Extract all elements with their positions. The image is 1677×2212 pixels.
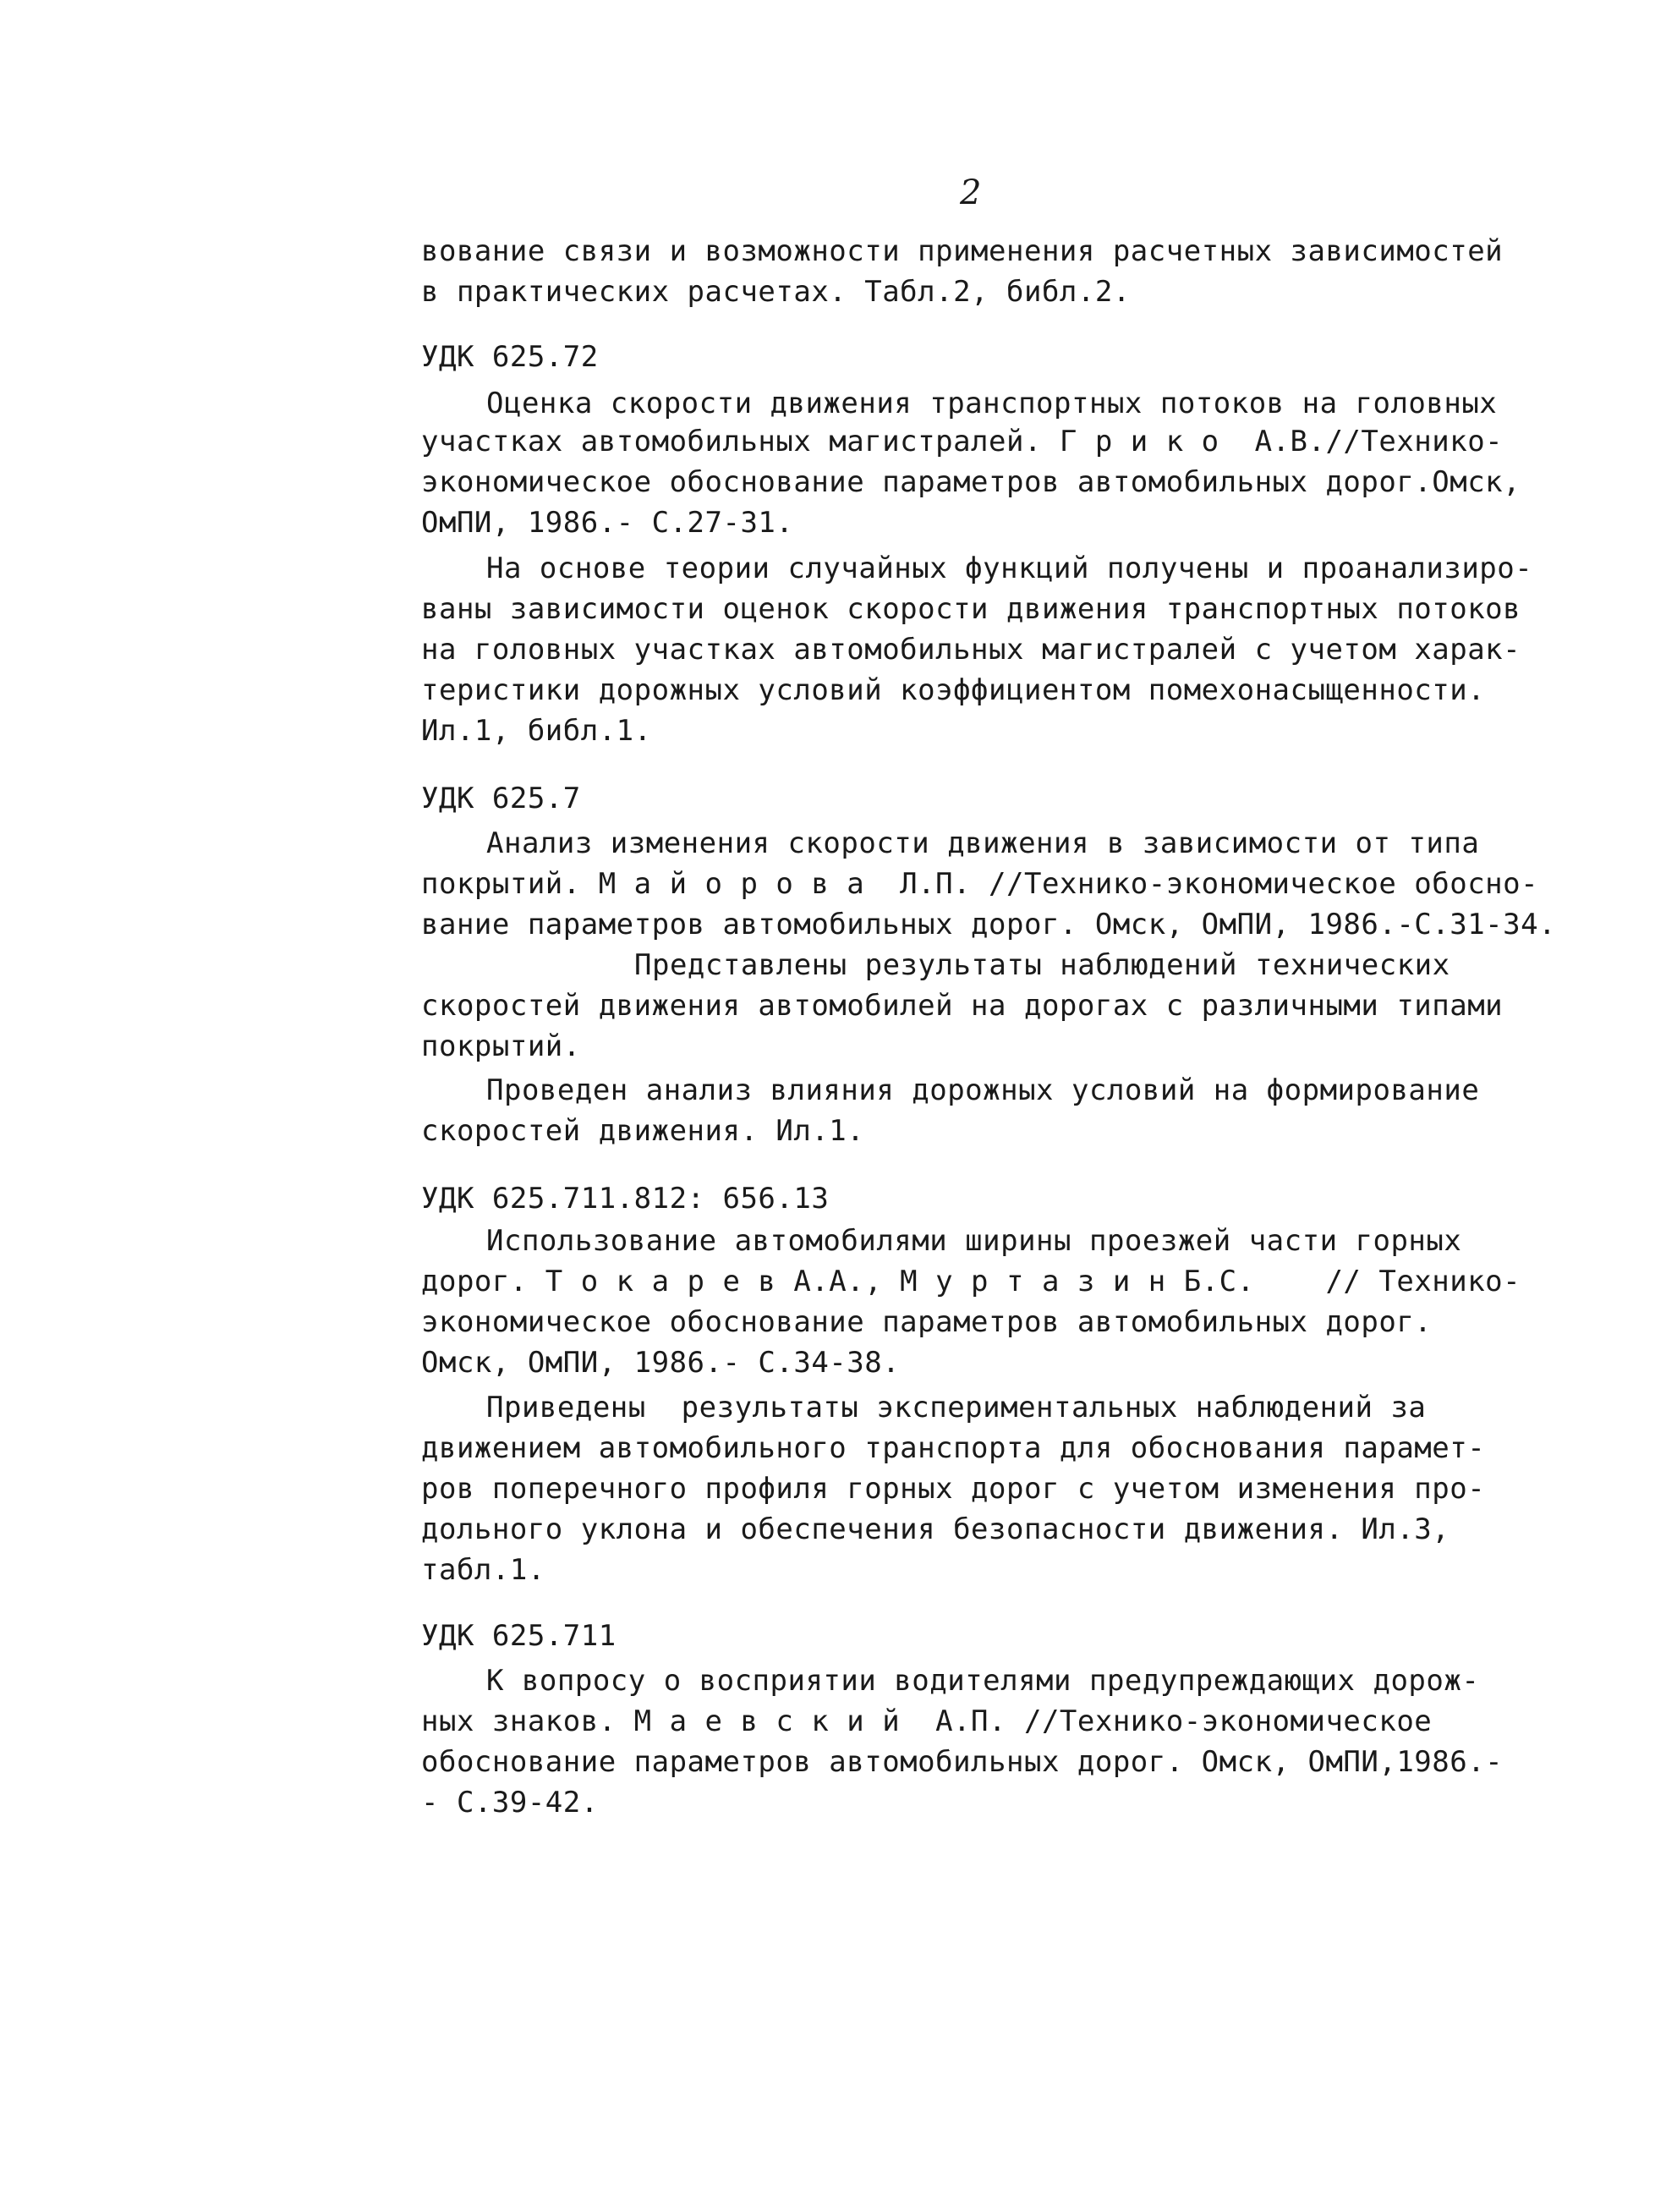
text-line: К вопросу о восприятии водителями предупреждающих дорож- <box>486 1664 1480 1698</box>
text-line: вование связи и возможности применения расчетных зависимостей <box>421 234 1504 268</box>
text-line: - С.39-42. <box>421 1786 599 1820</box>
text-line: Ил.1, библ.1. <box>421 714 652 748</box>
udk-heading: УДК 625.711.812: 656.13 <box>421 1182 830 1216</box>
udk-heading: УДК 625.72 <box>421 340 599 374</box>
text-line: дольного уклона и обеспечения безопасности движения. Ил.3, <box>421 1512 1450 1546</box>
text-line: вание параметров автомобильных дорог. Омск, ОмПИ, 1986.-С.31-34. <box>421 908 1557 941</box>
text-line: ОмПИ, 1986.- С.27-31. <box>421 506 794 540</box>
text-line: дорог. Т о к а р е в А.А., М у р т а з и н Б.С. // Технико- <box>421 1265 1521 1298</box>
text-line: покрытий. М а й о р о в а Л.П. //Технико-экономическое обосно- <box>421 867 1539 901</box>
text-line: в практических расчетах. Табл.2, библ.2. <box>421 275 1131 309</box>
text-line: теристики дорожных условий коэффициентом помехонасыщенности. <box>421 673 1486 707</box>
text-line: Использование автомобилями ширины проезжей части горных <box>486 1224 1462 1258</box>
udk-heading: УДК 625.7 <box>421 782 581 815</box>
text-line: ных знаков. М а е в с к и й А.П. //Технико-экономическое <box>421 1704 1433 1738</box>
text-line: Приведены результаты экспериментальных наблюдений за <box>486 1391 1427 1424</box>
text-line: экономическое обоснование параметров автомобильных дорог. <box>421 1305 1433 1339</box>
text-line: Анализ изменения скорости движения в зависимости от типа <box>486 826 1480 860</box>
text-line: покрытий. <box>421 1029 581 1063</box>
text-line: ваны зависимости оценок скорости движения транспортных потоков <box>421 592 1521 626</box>
text-line: экономическое обоснование параметров автомобильных дорог.Омск, <box>421 465 1521 499</box>
text-line: обоснование параметров автомобильных дорог. Омск, ОмПИ,1986.- <box>421 1745 1504 1779</box>
udk-heading: УДК 625.711 <box>421 1619 617 1653</box>
text-line: На основе теории случайных функций получены и проанализиро- <box>486 552 1533 585</box>
text-line: Представлены результаты наблюдений технических <box>634 948 1450 982</box>
text-line: скоростей движения автомобилей на дорогах с различными типами <box>421 989 1504 1023</box>
text-line: Омск, ОмПИ, 1986.- С.34-38. <box>421 1346 901 1380</box>
text-line: Проведен анализ влияния дорожных условий на формирование <box>486 1073 1480 1107</box>
text-line: ров поперечного профиля горных дорог с учетом изменения про- <box>421 1472 1486 1506</box>
text-line: скоростей движения. Ил.1. <box>421 1114 865 1148</box>
text-line: табл.1. <box>421 1553 545 1587</box>
page-number: 2 <box>960 173 982 212</box>
text-line: Оценка скорости движения транспортных потоков на головных <box>486 387 1498 420</box>
text-line: движением автомобильного транспорта для обоснования парамет- <box>421 1431 1486 1465</box>
text-line: участках автомобильных магистралей. Г р и к о А.В.//Технико- <box>421 425 1504 458</box>
text-line: на головных участках автомобильных магистралей с учетом харак- <box>421 633 1521 667</box>
